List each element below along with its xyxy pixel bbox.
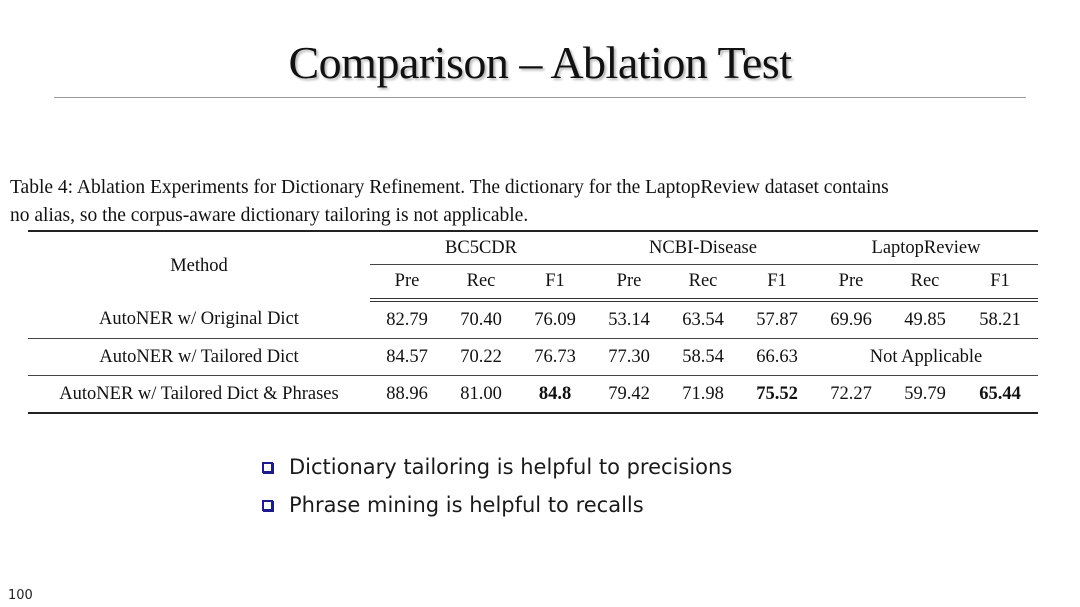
value-cell: 82.79: [370, 300, 444, 339]
value-cell: 70.40: [444, 300, 518, 339]
value-cell: 66.63: [740, 339, 814, 376]
value-cell: 70.22: [444, 339, 518, 376]
table-caption: [10, 174, 1070, 230]
value-cell: 76.09: [518, 300, 592, 339]
group-header-bc5cdr: BC5CDR: [370, 231, 592, 265]
value-cell: 58.21: [962, 300, 1038, 339]
value-cell: 76.73: [518, 339, 592, 376]
value-cell: 88.96: [370, 376, 444, 414]
method-cell: AutoNER w/ Tailored Dict & Phrases: [28, 376, 370, 414]
group-header-row: [28, 231, 1038, 265]
title-divider: [54, 97, 1026, 98]
caption-line-2: no alias, so the corpus-aware dictionary tailoring is not applicable.: [10, 205, 529, 226]
value-cell: 84.57: [370, 339, 444, 376]
subheader-cell: F1: [962, 265, 1038, 301]
subheader-cell: Rec: [888, 265, 962, 301]
value-cell: 63.54: [666, 300, 740, 339]
subheader-cell: Pre: [592, 265, 666, 301]
table-row: [28, 300, 1038, 339]
group-header-laptopreview: LaptopReview: [814, 231, 1038, 265]
subheader-cell: F1: [518, 265, 592, 301]
caption-line-1: Table 4: Ablation Experiments for Dictionary Refinement. The dictionary for the LaptopReview dataset contains: [10, 177, 889, 198]
bullet-text: Phrase mining is helpful to recalls: [289, 493, 644, 517]
best-value-cell: 75.52: [740, 376, 814, 414]
ablation-table: [28, 230, 1038, 414]
value-cell: 79.42: [592, 376, 666, 414]
subheader-cell: Rec: [666, 265, 740, 301]
value-cell: 49.85: [888, 300, 962, 339]
subheader-cell: Pre: [370, 265, 444, 301]
value-cell: 81.00: [444, 376, 518, 414]
hollow-square-bullet-icon: [262, 462, 273, 473]
value-cell: 59.79: [888, 376, 962, 414]
subheader-cell: F1: [740, 265, 814, 301]
best-value-cell: 65.44: [962, 376, 1038, 414]
value-cell: 72.27: [814, 376, 888, 414]
page-number: 100: [8, 588, 33, 603]
bullet-list: [258, 448, 732, 524]
best-value-cell: 84.8: [518, 376, 592, 414]
subheader-cell: Pre: [814, 265, 888, 301]
method-cell: AutoNER w/ Original Dict: [28, 300, 370, 339]
slide-title: Comparison – Ablation Test: [288, 37, 792, 88]
not-applicable-cell: Not Applicable: [814, 339, 1038, 376]
bullet-item: [258, 486, 732, 524]
table-row: [28, 339, 1038, 376]
value-cell: 69.96: [814, 300, 888, 339]
value-cell: 57.87: [740, 300, 814, 339]
hollow-square-bullet-icon: [262, 500, 273, 511]
method-header: Method: [28, 231, 370, 300]
method-cell: AutoNER w/ Tailored Dict: [28, 339, 370, 376]
value-cell: 58.54: [666, 339, 740, 376]
value-cell: 77.30: [592, 339, 666, 376]
bullet-item: [258, 448, 732, 486]
subheader-cell: Rec: [444, 265, 518, 301]
group-header-ncbi-disease: NCBI-Disease: [592, 231, 814, 265]
table-row: [28, 376, 1038, 414]
value-cell: 53.14: [592, 300, 666, 339]
bullet-text: Dictionary tailoring is helpful to precisions: [289, 455, 733, 479]
value-cell: 71.98: [666, 376, 740, 414]
